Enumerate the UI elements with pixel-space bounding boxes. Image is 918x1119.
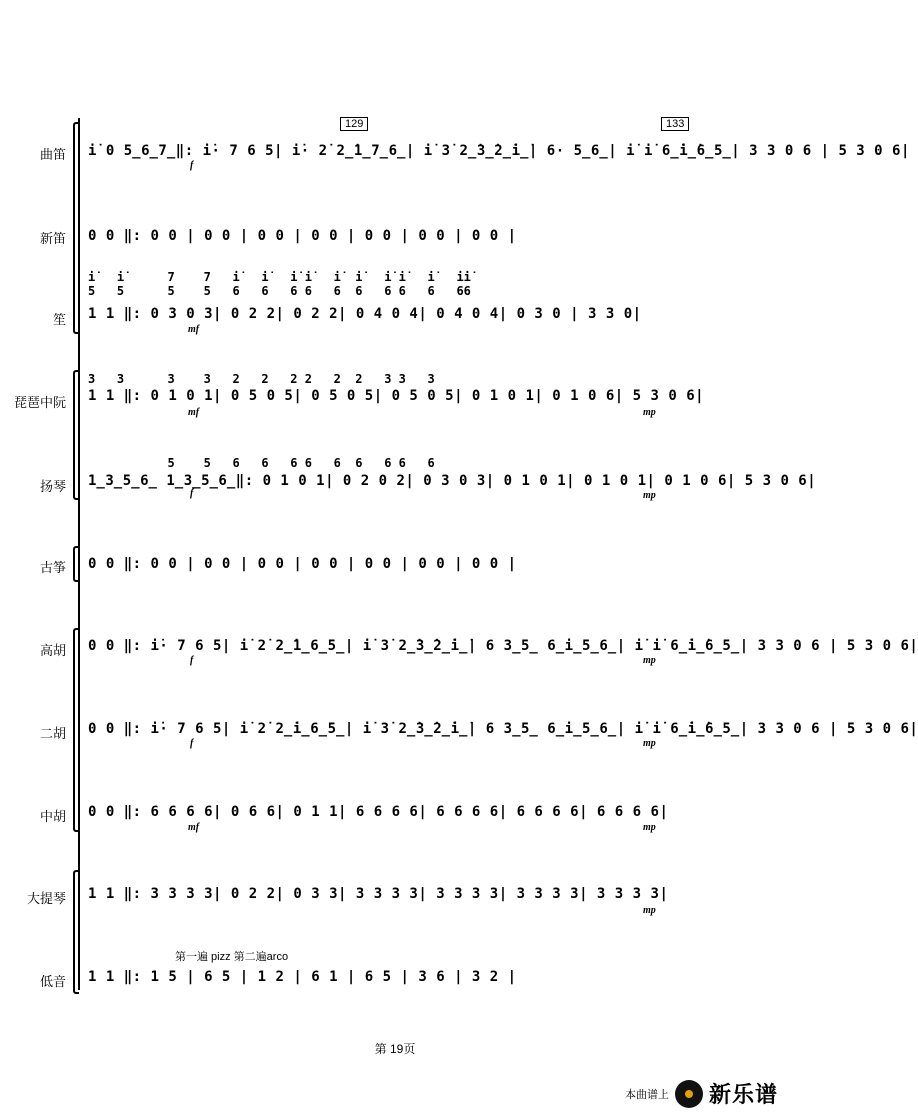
notation-line: 0 0 ‖: 0 0 | 0 0 | 0 0 | 0 0 | 0 0 | 0 0 | 0 0 | (88, 556, 517, 572)
upper-voices: 3 3 3 3 2 2 2 2 2 2 3 3 3 (88, 372, 435, 386)
notation-line: 0 0 ‖: 0 0 | 0 0 | 0 0 | 0 0 | 0 0 | 0 0 | 0 0 | (88, 228, 517, 244)
staff-row (88, 288, 743, 328)
notation-line: 0 0 ‖: i̇· 7 6 5| i̇ 2̇ 2̲̇1̲6̲5̲| i̇ 3̇ 2̲̇3̲̇2̲̇i̲̇| 6 3̲5̲ 6̲i̲5̲6̲| i̇ i̇ 6̲̇i̲̇6̲5̲| 3 3 0 6 | 5 3 0 6| (88, 638, 918, 654)
dynamic-mark: f (190, 655, 194, 666)
instrument-label: 大提琴 (26, 891, 66, 906)
bracket-bass (73, 870, 79, 994)
staff-row (88, 703, 918, 743)
dynamic-mark-mp: mp (643, 407, 656, 418)
dynamic-mark-mp: mp (643, 490, 656, 501)
instrument-label: 新笛 (39, 231, 66, 246)
notation-line: i̇ 0 5̲6̲7̲‖: i̇· 7 6 5| i̇· 2̇ 2̲̇1̲7̲6̲| i̇ 3̇ 2̲̇3̲̇2̲̇i̲̇| 6· 5̲6̲| i̇ i̇ 6̲̇i̲̇6̲5̲| 3 3 0 6 | 5 3 0 6| (88, 143, 910, 159)
staff-row (88, 210, 743, 250)
page-number: 第 19页 (374, 1042, 416, 1056)
logo-text: 新乐谱 (708, 1082, 778, 1107)
dynamic-mark-mp: mp (643, 822, 656, 833)
staff-row (88, 455, 817, 495)
dynamic-mark-mp: mp (643, 905, 656, 916)
staff-row (88, 538, 743, 578)
notation-line: 1̲3̲5̲6̲ 1̲3̲5̲6̲‖: 0 1 0 1| 0 2 0 2| 0 3 0 3| 0 1 0 1| 0 1 0 1| 0 1 0 6| 5 3 0 6| (88, 473, 817, 489)
staff-row (88, 786, 743, 826)
staff-row (88, 951, 743, 991)
dynamic-mark: f (190, 488, 194, 499)
upper-voices: 5 5 6 6 6 6 6 6 6 6 6 (88, 456, 435, 470)
logo-caption: 本曲谱上 (624, 1088, 669, 1101)
bracket-bowed (73, 628, 79, 832)
instrument-label: 二胡 (39, 726, 66, 741)
rehearsal-mark-129: 129 (340, 117, 368, 131)
bass-technique-note: 第一遍 pizz 第二遍arco (175, 951, 289, 963)
brand-logo (625, 1078, 778, 1109)
instrument-label: 古筝 (39, 560, 66, 575)
staff-row (88, 620, 918, 660)
bracket-guzheng (73, 546, 79, 582)
instrument-label: 曲笛 (39, 147, 66, 162)
vinyl-disc-icon (675, 1080, 703, 1108)
dynamic-mark: mf (188, 407, 200, 418)
dynamic-mark-mp: mp (643, 655, 656, 666)
rehearsal-mark-133: 133 (661, 117, 689, 131)
staff-row (88, 868, 743, 908)
dynamic-mark-mp: mp (643, 738, 656, 749)
upper-voices: i̇ i̇ 7 7 i̇ i̇ i̇ i̇ i̇ i̇ i̇ i̇ i̇ i̇i̇ 5 5 5 5 6 6 6 6 6 6 6 6 6 66 (88, 270, 471, 298)
instrument-label: 扬琴 (39, 479, 66, 494)
notation-line: 0 0 ‖: i̇· 7 6 5| i̇ 2̇ 2̲̇i̲6̲5̲| i̇ 3̇ 2̲̇3̲̇2̲̇i̲̇| 6 3̲5̲ 6̲i̲5̲6̲| i̇ i̇ 6̲̇i̲̇6̲5̲| 3 3 0 6 | 5 3 0 6| (88, 721, 918, 737)
instrument-label: 低音 (39, 974, 66, 989)
instrument-label: 中胡 (39, 809, 66, 824)
instrument-label: 笙 (52, 312, 66, 327)
notation-line: 1 1 ‖: 1 5 | 6 5 | 1 2 | 6 1 | 6 5 | 3 6 | 3 2 | (88, 969, 517, 985)
notation-line: 1 1 ‖: 3 3 3 3| 0 2 2| 0 3 3| 3 3 3 3| 3 3 3 3| 3 3 3 3| 3 3 3 3| (88, 886, 669, 902)
notation-line: 1 1 ‖: 0 1 0 1| 0 5 0 5| 0 5 0 5| 0 5 0 5| 0 1 0 1| 0 1 0 6| 5 3 0 6| (88, 388, 705, 404)
notation-line: 1 1 ‖: 0 3 0 3| 0 2 2| 0 2 2| 0 4 0 4| 0 4 0 4| 0 3 0 | 3 3 0| (88, 306, 642, 322)
instrument-label: 高胡 (39, 643, 66, 658)
dynamic-mark: f (190, 738, 194, 749)
dynamic-mark: f (190, 160, 194, 171)
dynamic-mark: mf (188, 822, 200, 833)
bracket-plucked (73, 370, 79, 500)
instrument-label: 琵琶中阮 (13, 395, 66, 410)
dynamic-mark: mf (188, 324, 200, 335)
notation-line: 0 0 ‖: 6 6 6 6| 0 6 6| 0 1 1| 6 6 6 6| 6 6 6 6| 6 6 6 6| 6 6 6 6| (88, 804, 669, 820)
staff-row (88, 370, 743, 410)
staff-row (88, 125, 910, 165)
bracket-winds (73, 122, 79, 334)
